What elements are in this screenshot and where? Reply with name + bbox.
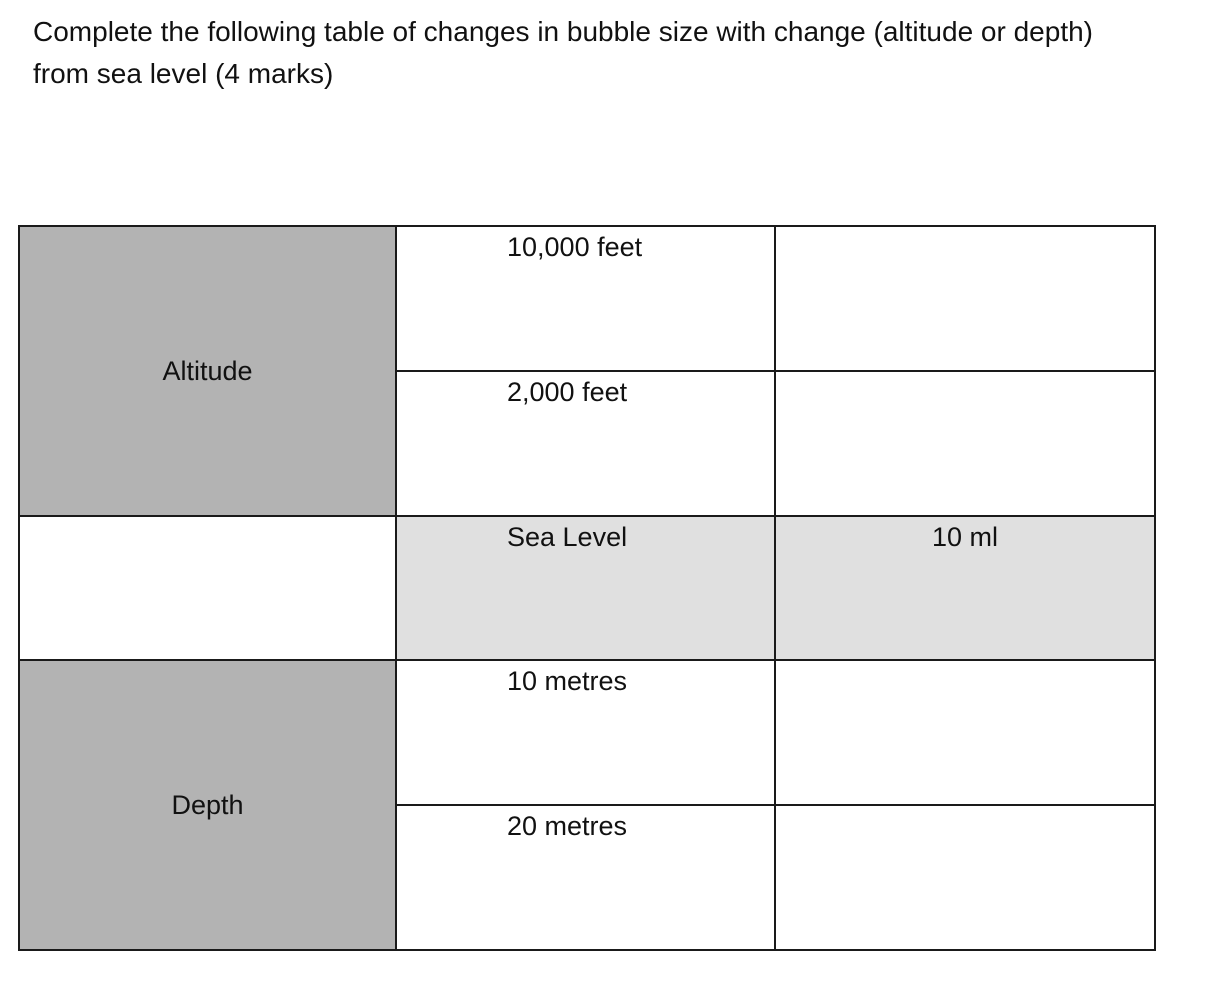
level-cell: 2,000 feet [396,371,775,516]
table-row [19,516,1155,661]
answer-cell[interactable] [775,226,1155,371]
level-cell: 20 metres [396,805,775,950]
reference-value-cell: 10 ml [775,516,1155,661]
level-cell: 10 metres [396,660,775,805]
question-text: Complete the following table of changes in bubble size with change (altitude or depth) from sea level (4 marks) [33,16,1093,89]
level-cell: Sea Level [396,516,775,661]
altitude-group-cell: Altitude [19,226,396,516]
empty-group-cell [19,516,396,661]
bubble-size-table [18,225,1156,951]
table-row [19,226,1155,371]
table-row [19,660,1155,805]
level-cell: 10,000 feet [396,226,775,371]
depth-group-cell: Depth [19,660,396,950]
answer-cell[interactable] [775,805,1155,950]
answer-cell[interactable] [775,371,1155,516]
answer-cell[interactable] [775,660,1155,805]
